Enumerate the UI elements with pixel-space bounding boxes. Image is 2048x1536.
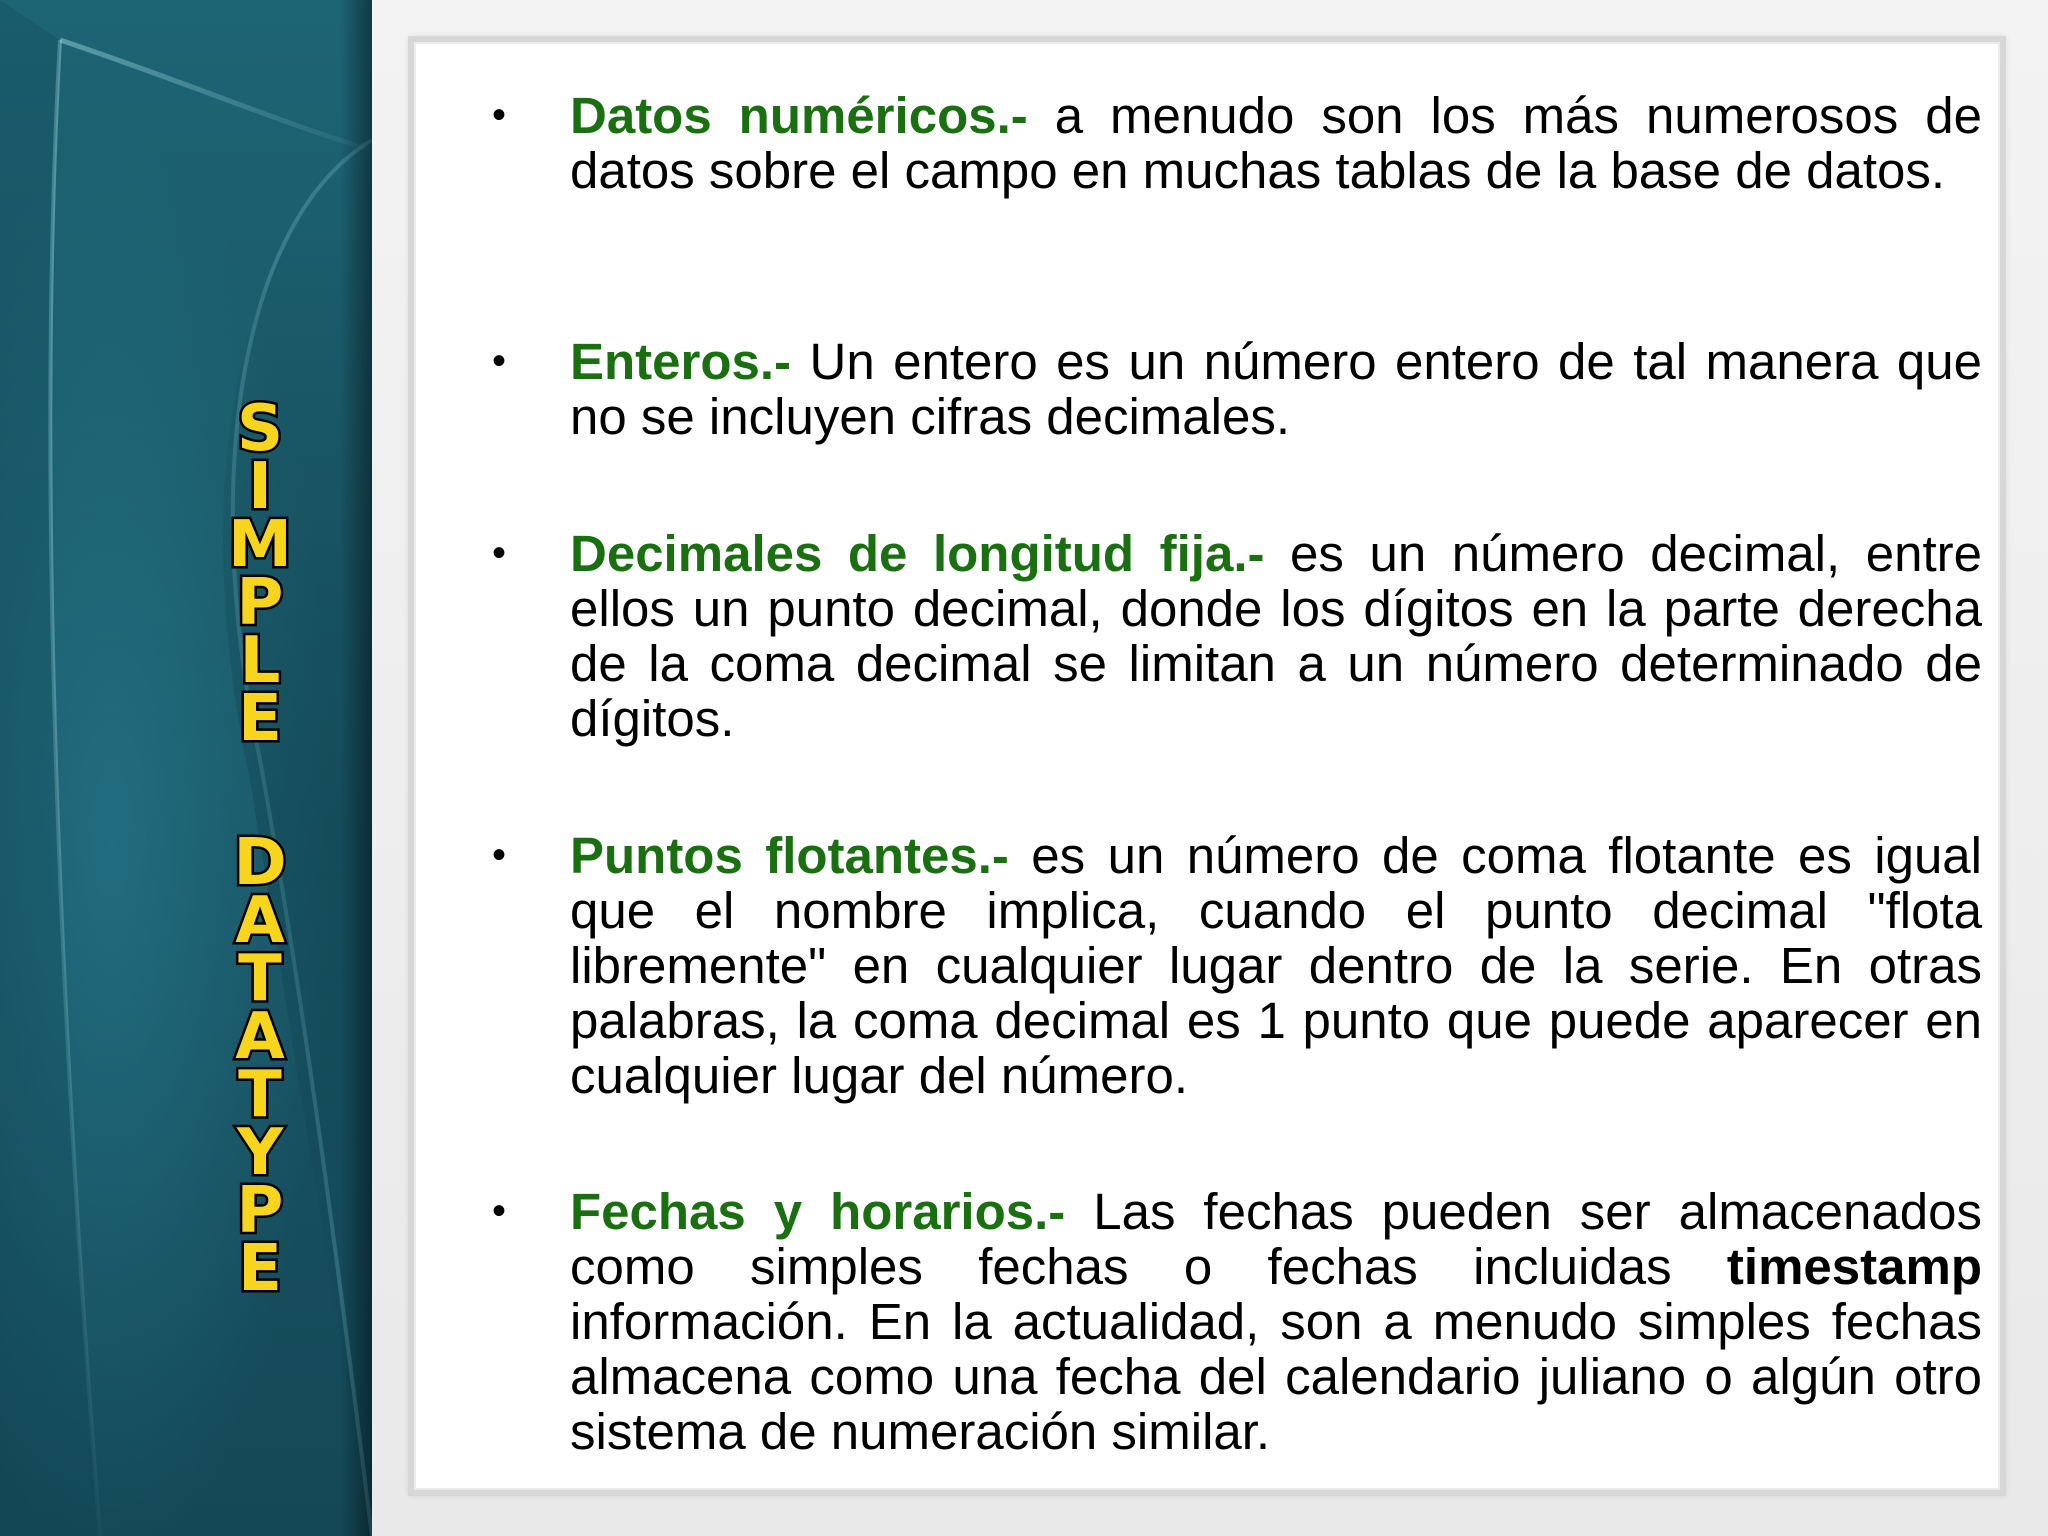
- bullet-dot: •: [492, 833, 507, 877]
- title-letter-word2-4: T: [238, 1058, 282, 1132]
- bullet-item-datos-numericos: [492, 88, 1982, 198]
- bullet-body: Las fechas pueden ser almacenados como simples fechas o fechas incluidas: [570, 1183, 1982, 1295]
- content-area: [372, 0, 2048, 1536]
- title-letter-word2-5: Y: [236, 1116, 284, 1190]
- bullet-item-enteros: [492, 334, 1982, 444]
- title-letter-word1-5: E: [238, 682, 282, 756]
- title-letter-word2-6: P: [236, 1174, 284, 1248]
- bullet-emphasis: timestamp: [1726, 1238, 1982, 1295]
- side-panel: [0, 0, 372, 1536]
- bullet-term: Puntos flotantes.-: [570, 827, 1009, 884]
- bullet-body: es un número decimal, entre ellos un punto decimal, donde los dígitos en la parte derecha de la coma decimal se limitan a un número determinado de dígitos.: [570, 525, 1982, 747]
- bullet-term: Decimales de longitud fija.-: [570, 525, 1265, 582]
- bullet-term: Fechas y horarios.-: [570, 1183, 1066, 1240]
- vertical-title: [210, 392, 310, 1432]
- bullet-dot: •: [492, 339, 507, 383]
- bullet-term: Datos numéricos.-: [570, 87, 1028, 144]
- bullet-item-puntos-flotantes: [492, 828, 1982, 1103]
- decorative-swoosh: [0, 0, 372, 1536]
- title-letter-word1-0: S: [236, 392, 284, 466]
- title-letter-word1-2: M: [228, 508, 292, 582]
- bullet-text: [570, 828, 1982, 1103]
- bullet-body: Un entero es un número entero de tal manera que no se incluyen cifras decimales.: [570, 333, 1982, 445]
- title-letter-word1-1: I: [248, 450, 272, 524]
- bullet-body: a menudo son los más numerosos de datos sobre el campo en muchas tablas de la base de datos.: [570, 87, 1982, 199]
- bullet-body: es un número de coma flotante es igual que el nombre implica, cuando el punto decimal "flota libremente" en cualquier lugar dentro de la serie. En otras palabras, la coma decimal es 1 punto que puede aparecer en cualquier lugar del número.: [570, 827, 1982, 1104]
- bullet-dot: •: [492, 1189, 507, 1233]
- title-letter-word1-3: P: [236, 566, 284, 640]
- bullet-item-decimales: [492, 526, 1982, 746]
- bullet-body: información. En la actualidad, son a menudo simples fechas almacena como una fecha del calendario juliano o algún otro sistema de numeración similar.: [570, 1293, 1982, 1460]
- content-frame: [408, 36, 2006, 1496]
- title-letter-word2-1: A: [235, 884, 285, 958]
- bullet-text: [570, 88, 1982, 198]
- title-letter-word2-0: D: [233, 826, 287, 900]
- panel-shadow: [340, 0, 372, 1536]
- bullet-item-fechas: [492, 1184, 1982, 1459]
- vertical-title-svg: [210, 392, 310, 1432]
- bullet-text: [570, 526, 1982, 746]
- title-letter-word2-7: E: [238, 1232, 282, 1306]
- bullet-term: Enteros.-: [570, 333, 792, 390]
- bullet-dot: •: [492, 93, 507, 137]
- title-letter-word2-3: A: [235, 1000, 285, 1074]
- title-letter-word2-2: T: [238, 942, 282, 1016]
- bullet-dot: •: [492, 531, 507, 575]
- bullet-text: [570, 1184, 1982, 1459]
- bullet-text: [570, 334, 1982, 444]
- title-letter-word1-4: L: [239, 624, 281, 698]
